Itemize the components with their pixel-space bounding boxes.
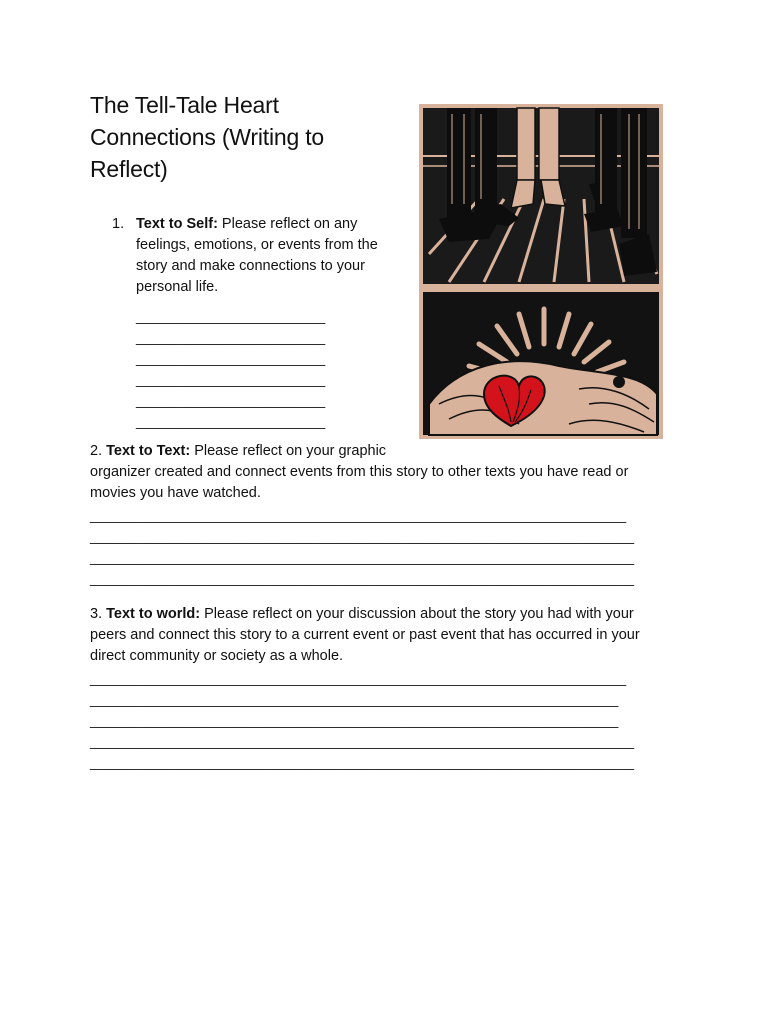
face-eye: [613, 376, 625, 388]
question-label: Text to world:: [106, 606, 201, 622]
answer-line[interactable]: ________________________: [136, 329, 326, 345]
prompt-text: Please reflect on any: [217, 216, 358, 232]
prompt-text: Please reflect on your discussion about the story you had with your: [200, 606, 634, 622]
prompt-text: Please reflect on your graphic: [190, 443, 387, 459]
answer-line[interactable]: _____________________________________________________________________: [90, 754, 635, 770]
answer-line[interactable]: _____________________________________________________________________: [90, 733, 635, 749]
answer-line[interactable]: _____________________________________________________________________: [90, 528, 635, 544]
question-number: 1.: [112, 216, 125, 232]
answer-line[interactable]: ___________________________________________________________________: [90, 712, 619, 728]
question-text-to-world: [90, 604, 680, 667]
answer-line[interactable]: _____________________________________________________________________: [90, 570, 635, 586]
answer-lines-self[interactable]: [136, 306, 325, 432]
answer-line[interactable]: ________________________: [136, 371, 326, 387]
title-line-3: Reflect): [90, 156, 168, 182]
prompt-line: movies you have watched.: [90, 485, 261, 501]
prompt-line: organizer created and connect events from this story to other texts you have read or: [90, 464, 629, 480]
question-text-to-text: [90, 441, 680, 504]
answer-line[interactable]: _____________________________________________________________________: [90, 549, 635, 565]
prompt-line: peers and connect this story to a current event or past event that has occurred in your: [90, 627, 640, 643]
prompt-line: [136, 214, 396, 235]
prompt-line: personal life.: [136, 279, 219, 295]
answer-line[interactable]: ________________________: [136, 413, 326, 429]
question-number: 3.: [90, 606, 103, 622]
question-label: Text to Self:: [136, 216, 218, 232]
question-label: Text to Text:: [106, 443, 191, 459]
answer-line[interactable]: ___________________________________________________________________: [90, 691, 619, 707]
answer-line[interactable]: ________________________: [136, 392, 326, 408]
panel-divider: [423, 284, 659, 292]
title-line-1: The Tell-Tale Heart: [90, 92, 279, 118]
illustration-image: [419, 104, 663, 439]
prompt-line: feelings, emotions, or events from the: [136, 237, 378, 253]
answer-line[interactable]: ____________________________________________________________________: [90, 670, 627, 686]
answer-line[interactable]: ________________________: [136, 308, 326, 324]
answer-line[interactable]: ________________________: [136, 350, 326, 366]
page-title: [90, 89, 390, 185]
prompt-line: story and make connections to your: [136, 258, 365, 274]
question-number: 2.: [90, 443, 103, 459]
question-prompt: [136, 214, 396, 298]
prompt-line: [90, 604, 680, 625]
prompt-line: direct community or society as a whole.: [90, 648, 344, 664]
title-line-2: Connections (Writing to: [90, 124, 325, 150]
answer-lines-world[interactable]: [90, 668, 634, 773]
prompt-line: [90, 441, 680, 462]
answer-line[interactable]: ____________________________________________________________________: [90, 507, 627, 523]
answer-lines-text[interactable]: [90, 505, 634, 589]
